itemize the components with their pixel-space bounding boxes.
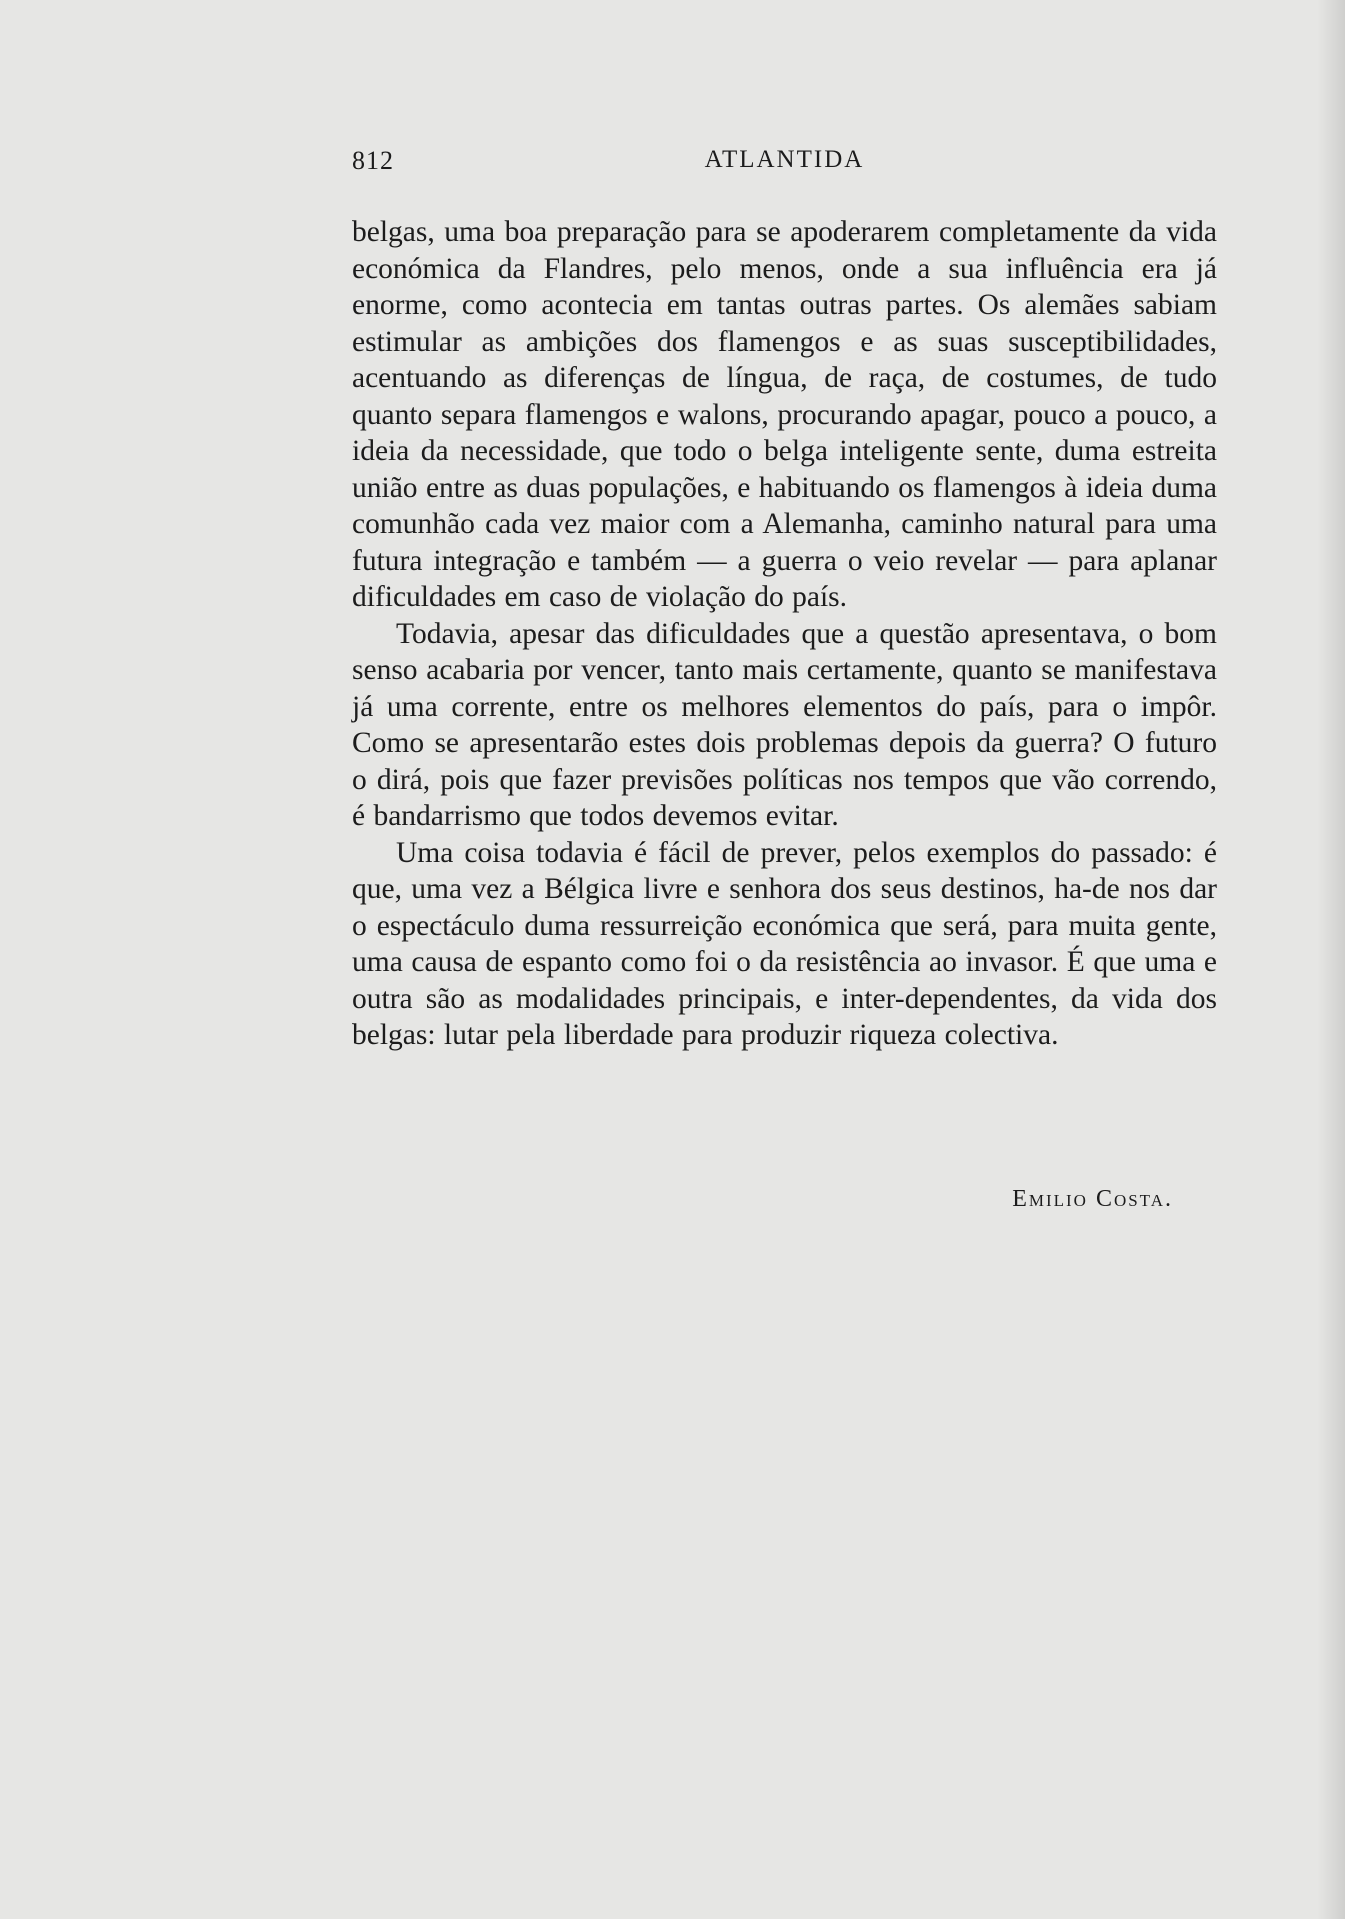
page-edge-shadow — [1317, 0, 1345, 1919]
paragraph-2: Todavia, apesar das dificuldades que a questão apresentava, o bom senso acabaria por vencer, tanto mais certamente, quanto se manifestava já uma corrente, entre os melhores elementos do país, para o impôr. Como se apresentarão estes dois problemas depois da guerra? O futuro o dirá, pois que fazer previsões políticas nos tempos que vão correndo, é bandarrismo que todos devemos evitar. — [352, 617, 1217, 832]
page-header — [352, 146, 1217, 180]
author-signature: Emilio Costa. — [1012, 1186, 1173, 1212]
paragraph-1: belgas, uma boa preparação para se apoderarem completamente da vida económica da Flandres, pelo menos, onde a sua influência era já enorme, como acontecia em tantas outras partes. Os alemães sabiam estimular as ambições dos flamengos e as suas susceptibilidades, acentuando as diferenças de língua, de raça, de costumes, de tudo quanto separa flamengos e walons, procurando apagar, pouco a pouco, a ideia da necessidade, que todo o belga inteligente sente, duma estreita união entre as duas populações, e habituando os flamengos à ideia duma comunhão cada vez maior com a Alemanha, caminho natural para uma futura integração e também — a guerra o veio revelar — para aplanar dificuldades em caso de violação do país. — [352, 216, 1217, 613]
running-title: ATLANTIDA — [704, 146, 865, 173]
article-body — [352, 214, 1217, 1054]
paragraph-3: Uma coisa todavia é fácil de prever, pelos exemplos do passado: é que, uma vez a Bélgica livre e senhora dos seus destinos, ha-de nos dar o espectáculo duma ressurreição económica que será, para muita gente, uma causa de espanto como foi o da resistência ao invasor. É que uma e outra são as modalidades principais, e inter-dependentes, da vida dos belgas: lutar pela liberdade para produzir riqueza colectiva. — [352, 836, 1217, 1051]
page-number: 812 — [352, 146, 394, 175]
